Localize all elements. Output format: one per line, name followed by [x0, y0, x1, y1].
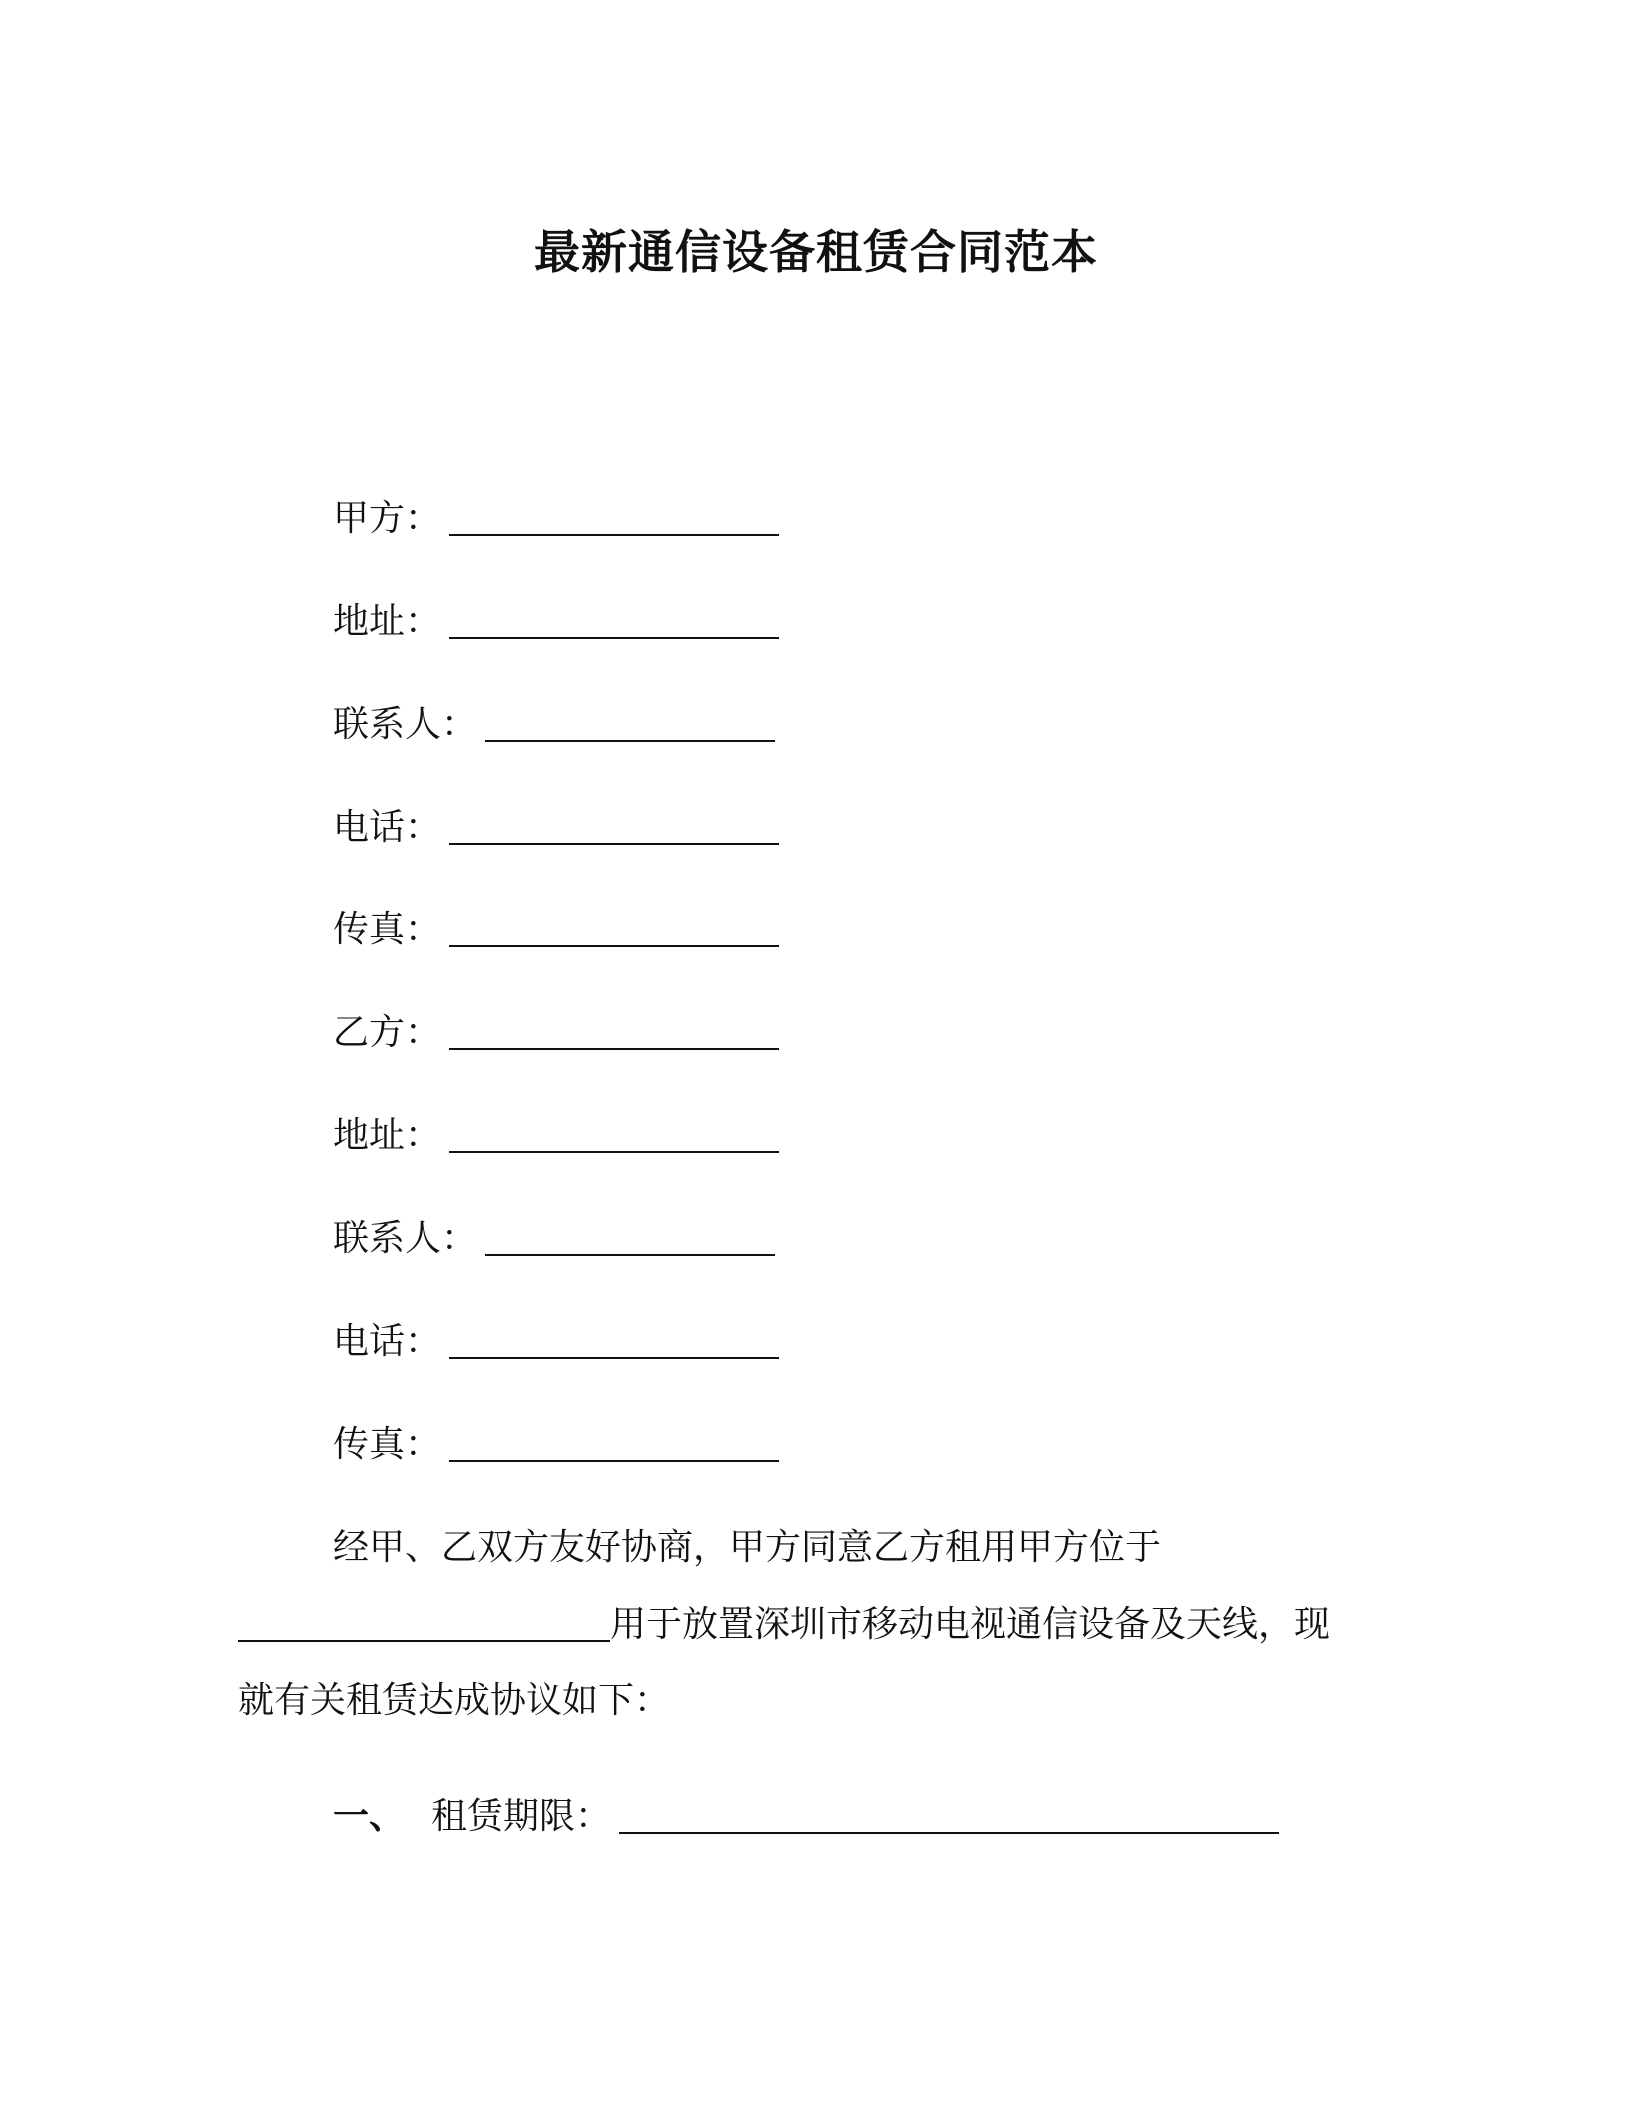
section-1-blank	[619, 1832, 1279, 1834]
party-a-phone-blank	[449, 843, 779, 845]
intro-line-2-text: 用于放置深圳市移动电视通信设备及天线，现	[610, 1604, 1331, 1645]
party-a-name-label: 甲方：	[333, 498, 442, 539]
section-1-label: 租赁期限：	[431, 1796, 612, 1837]
party-a-contact-blank	[485, 740, 775, 742]
party-b-phone-field	[333, 1317, 779, 1367]
party-b-phone-blank	[449, 1357, 779, 1359]
intro-line-2	[238, 1600, 1330, 1650]
party-b-address-label: 地址：	[333, 1115, 442, 1156]
party-a-name-field	[333, 494, 779, 544]
party-a-name-blank	[449, 534, 779, 536]
party-a-fax-label: 传真：	[333, 909, 442, 950]
party-b-name-label: 乙方：	[333, 1012, 442, 1053]
party-a-phone-field	[333, 803, 779, 853]
party-a-contact-field	[333, 700, 775, 750]
party-b-contact-blank	[485, 1254, 775, 1256]
intro-line-3: 就有关租赁达成协议如下：	[238, 1680, 671, 1721]
party-b-contact-label: 联系人：	[333, 1218, 478, 1259]
party-a-contact-label: 联系人：	[333, 704, 478, 745]
party-b-name-blank	[449, 1048, 779, 1050]
party-a-address-field	[333, 597, 779, 647]
party-b-address-field	[333, 1111, 779, 1161]
party-a-fax-blank	[449, 945, 779, 947]
party-a-phone-label: 电话：	[333, 807, 442, 848]
party-b-address-blank	[449, 1151, 779, 1153]
document-title: 最新通信设备租赁合同范本	[534, 225, 1098, 279]
intro-line-1: 经甲、乙双方友好协商，甲方同意乙方租用甲方位于	[333, 1527, 1162, 1568]
party-b-phone-label: 电话：	[333, 1321, 442, 1362]
section-1-lease-term	[333, 1792, 1279, 1842]
party-b-fax-label: 传真：	[333, 1424, 442, 1465]
party-b-name-field	[333, 1008, 779, 1058]
party-b-fax-blank	[449, 1460, 779, 1462]
party-b-fax-field	[333, 1420, 779, 1470]
intro-location-blank	[238, 1640, 610, 1642]
party-a-address-label: 地址：	[333, 601, 442, 642]
party-b-contact-field	[333, 1214, 775, 1264]
party-a-fax-field	[333, 905, 779, 955]
section-1-number: 一、	[333, 1796, 406, 1837]
party-a-address-blank	[449, 637, 779, 639]
